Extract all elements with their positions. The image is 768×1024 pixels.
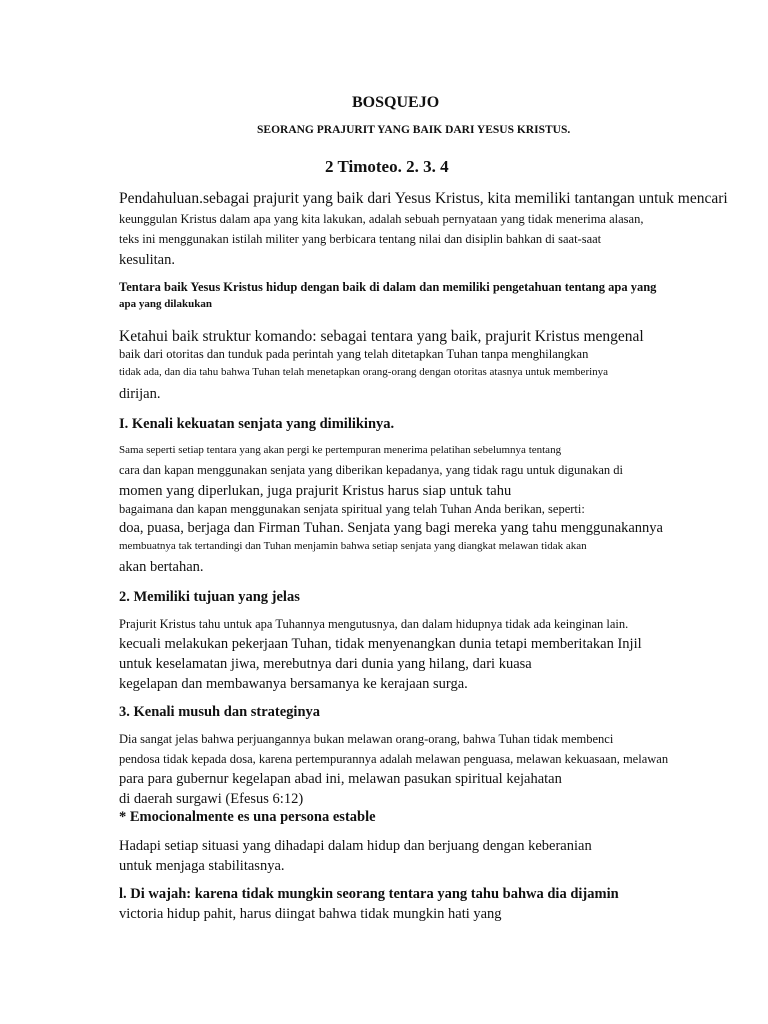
section-line: victoria hidup pahit, harus diingat bahwa tidak mungkin hati yang	[119, 906, 502, 922]
intro-line: Pendahuluan.sebagai prajurit yang baik dari Yesus Kristus, kita memiliki tantangan untuk mencari	[119, 190, 728, 207]
section-line: membuatnya tak tertandingi dan Tuhan menjamin bahwa setiap senjata yang diangkat melawan tidak akan	[119, 540, 587, 552]
section-heading: * Emocionalmente es una persona estable	[119, 809, 376, 825]
command-line: tidak ada, dan dia tahu bahwa Tuhan telah menetapkan orang-orang dengan otoritas atasnya untuk memberinya	[119, 366, 609, 378]
section-line: doa, puasa, berjaga dan Firman Tuhan. Senjata yang bagi mereka yang tahu menggunakannya	[119, 520, 663, 536]
document-subtitle: SEORANG PRAJURIT YANG BAIK DARI YESUS KRISTUS.	[257, 124, 571, 136]
document-title: BOSQUEJO	[352, 94, 440, 111]
section-line: cara dan kapan menggunakan senjata yang diberikan kepadanya, yang tidak ragu untuk digunakan di	[119, 463, 623, 477]
intro-line: keunggulan Kristus dalam apa yang kita lakukan, adalah sebuah pernyataan yang tidak menerima alasan,	[119, 212, 644, 226]
section-line: Hadapi setiap situasi yang dihadapi dalam hidup dan berjuang dengan keberanian	[119, 838, 592, 854]
section-line: Dia sangat jelas bahwa perjuangannya bukan melawan orang-orang, bahwa Tuhan tidak membenci	[119, 732, 614, 746]
command-line: Ketahui baik struktur komando: sebagai tentara yang baik, prajurit Kristus mengenal	[119, 328, 644, 345]
section-line: bagaimana dan kapan menggunakan senjata spiritual yang telah Tuhan Anda berikan, seperti:	[119, 502, 585, 516]
section-line: pendosa tidak kepada dosa, karena pertempurannya adalah melawan penguasa, melawan kekuasaan, melawan	[119, 752, 669, 766]
section-line: untuk keselamatan jiwa, merebutnya dari dunia yang hilang, dari kuasa	[119, 656, 532, 672]
intro-line: kesulitan.	[119, 252, 175, 268]
section-line: Prajurit Kristus tahu untuk apa Tuhannya mengutusnya, dan dalam hidupnya tidak ada keinginan lain.	[119, 617, 629, 631]
scripture-reference: 2 Timoteo. 2. 3. 4	[325, 157, 449, 176]
section-line: kegelapan dan membawanya bersamanya ke kerajaan surga.	[119, 676, 468, 692]
intro-line: teks ini menggunakan istilah militer yang berbicara tentang nilai dan disiplin bahkan di saat-saat	[119, 232, 602, 246]
section-line: momen yang diperlukan, juga prajurit Kristus harus siap untuk tahu	[119, 483, 512, 499]
section-line: kecuali melakukan pekerjaan Tuhan, tidak menyenangkan dunia tetapi memberitakan Injil	[119, 636, 642, 652]
section-line: untuk menjaga stabilitasnya.	[119, 858, 285, 874]
command-line: dirijan.	[119, 386, 161, 402]
thesis-line: Tentara baik Yesus Kristus hidup dengan baik di dalam dan memiliki pengetahuan tentang apa yang	[119, 280, 657, 294]
section-line: di daerah surgawi (Efesus 6:12)	[119, 791, 304, 807]
section-heading: 3. Kenali musuh dan strateginya	[119, 704, 321, 720]
command-line: baik dari otoritas dan tunduk pada perintah yang telah ditetapkan Tuhan tanpa menghilangkan	[119, 347, 589, 361]
section-line: akan bertahan.	[119, 559, 204, 575]
thesis-line: apa yang dilakukan	[119, 298, 212, 310]
section-heading: 2. Memiliki tujuan yang jelas	[119, 589, 300, 605]
section-heading: I. Kenali kekuatan senjata yang dimilikinya.	[119, 416, 395, 432]
section-heading: l. Di wajah: karena tidak mungkin seorang tentara yang tahu bahwa dia dijamin	[119, 886, 619, 902]
section-line: Sama seperti setiap tentara yang akan pergi ke pertempuran menerima pelatihan sebelumnya tentang	[119, 444, 562, 456]
section-line: para para gubernur kegelapan abad ini, melawan pasukan spiritual kejahatan	[119, 771, 562, 787]
